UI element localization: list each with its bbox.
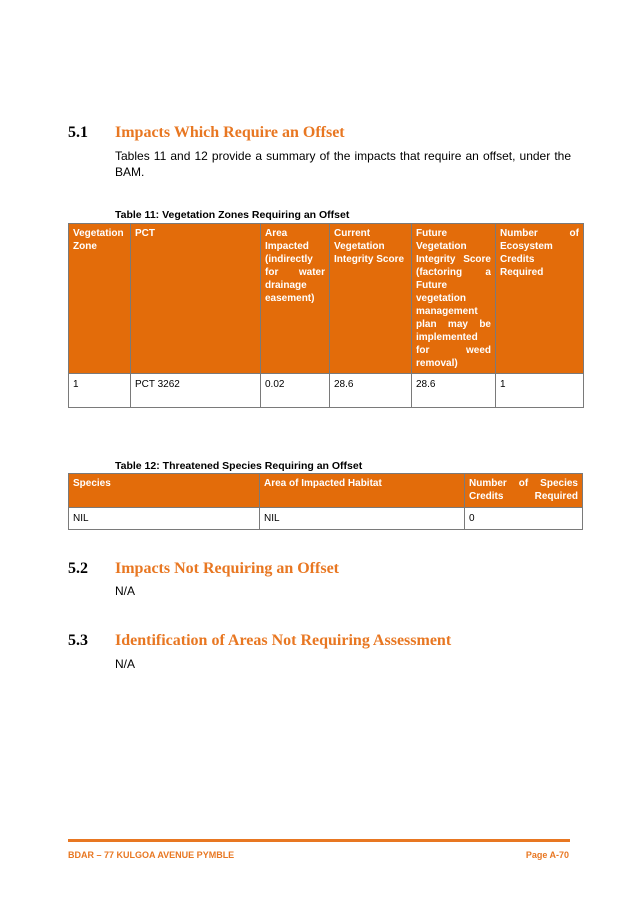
table-cell: PCT 3262 bbox=[131, 374, 261, 408]
table-cell: NIL bbox=[260, 508, 465, 530]
table-11-caption: Table 11: Vegetation Zones Requiring an Offset bbox=[115, 209, 350, 221]
section-number: 5.1 bbox=[68, 124, 88, 141]
column-header: Current Vegetation Integrity Score bbox=[330, 224, 412, 374]
column-header: Vegetation Zone bbox=[69, 224, 131, 374]
section-5-3-body: N/A bbox=[115, 657, 136, 671]
table-cell: 28.6 bbox=[330, 374, 412, 408]
footer-page-number: Page A-70 bbox=[525, 850, 569, 860]
section-5-3-heading bbox=[68, 632, 451, 650]
column-header: Future Vegetation Integrity Score (factoring a Future vegetation management plan may be implemented for weed removal) bbox=[412, 224, 496, 374]
section-title: Impacts Not Requiring an Offset bbox=[115, 560, 339, 577]
section-5-1-heading bbox=[68, 124, 345, 142]
section-5-2-heading bbox=[68, 560, 339, 578]
section-title: Impacts Which Require an Offset bbox=[115, 124, 345, 141]
column-header: Number of Species Credits Required bbox=[465, 474, 583, 508]
column-header: PCT bbox=[131, 224, 261, 374]
section-5-1-body: Tables 11 and 12 provide a summary of the impacts that require an offset, under the BAM. bbox=[115, 149, 571, 179]
section-number: 5.3 bbox=[68, 632, 88, 649]
table-header-row bbox=[69, 224, 584, 374]
table-row bbox=[69, 508, 583, 530]
column-header: Area Impacted (indirectly for water drainage easement) bbox=[261, 224, 330, 374]
table-cell: 28.6 bbox=[412, 374, 496, 408]
table-header-row bbox=[69, 474, 583, 508]
table-row bbox=[69, 374, 584, 408]
table-12 bbox=[68, 473, 583, 530]
column-header: Number of Ecosystem Credits Required bbox=[496, 224, 584, 374]
table-cell: NIL bbox=[69, 508, 260, 530]
section-number: 5.2 bbox=[68, 560, 88, 577]
footer-document-title: BDAR – 77 KULGOA AVENUE PYMBLE bbox=[68, 850, 235, 860]
table-cell: 1 bbox=[69, 374, 131, 408]
section-title: Identification of Areas Not Requiring Assessment bbox=[115, 632, 452, 649]
table-cell: 0.02 bbox=[261, 374, 330, 408]
column-header: Species bbox=[69, 474, 260, 508]
table-12-caption: Table 12: Threatened Species Requiring an Offset bbox=[115, 460, 363, 472]
section-5-2-body: N/A bbox=[115, 584, 136, 598]
table-11 bbox=[68, 223, 584, 408]
column-header: Area of Impacted Habitat bbox=[260, 474, 465, 508]
table-cell: 1 bbox=[496, 374, 584, 408]
footer-divider bbox=[68, 839, 570, 842]
table-cell: 0 bbox=[465, 508, 583, 530]
